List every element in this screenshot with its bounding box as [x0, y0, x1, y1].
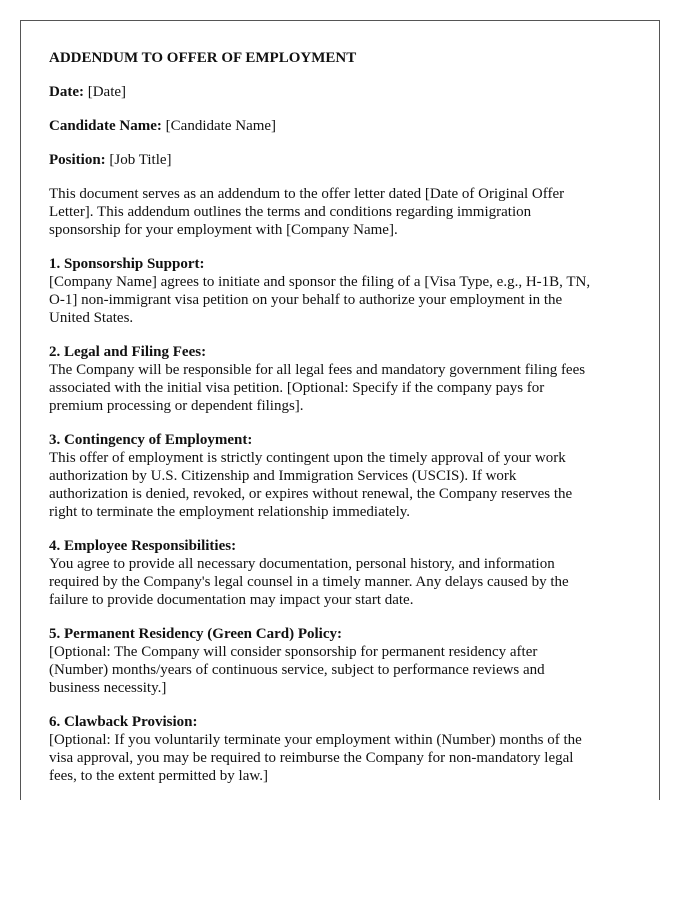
- text-line: You agree to provide all necessary documentation, personal history, and information: [49, 556, 555, 572]
- candidate-name-field: [49, 117, 659, 135]
- text-line: This offer of employment is strictly contingent upon the timely approval of your work: [49, 450, 566, 466]
- section-heading: 3. Contingency of Employment:: [49, 432, 253, 448]
- date-field: [49, 83, 659, 101]
- document-title: ADDENDUM TO OFFER OF EMPLOYMENT: [49, 50, 357, 66]
- field-value: [Candidate Name]: [165, 118, 277, 134]
- section-employee-responsibilities: [49, 537, 659, 609]
- intro-paragraph: [49, 185, 659, 239]
- field-label: Candidate Name:: [49, 118, 162, 134]
- text-line: (Number) months/years of continuous service, subject to performance reviews and: [49, 662, 545, 678]
- text-line: required by the Company's legal counsel in a timely manner. Any delays caused by the: [49, 574, 569, 590]
- text-line: business necessity.]: [49, 680, 167, 696]
- text-line: Letter]. This addendum outlines the terms and conditions regarding immigration: [49, 204, 532, 220]
- field-label: Date:: [49, 84, 84, 100]
- position-field: [49, 151, 659, 169]
- section-legal-fees: [49, 343, 659, 415]
- section-heading: 4. Employee Responsibilities:: [49, 538, 237, 554]
- text-line: United States.: [49, 310, 134, 326]
- text-line: This document serves as an addendum to the offer letter dated [Date of Original Offer: [49, 186, 565, 202]
- section-sponsorship-support: [49, 255, 659, 327]
- section-heading: 6. Clawback Provision:: [49, 714, 198, 730]
- section-clawback: [49, 713, 659, 785]
- document-page: [20, 20, 660, 800]
- text-line: authorization by U.S. Citizenship and Immigration Services (USCIS). If work: [49, 468, 517, 484]
- text-line: associated with the initial visa petition. [Optional: Specify if the company pays for: [49, 380, 545, 396]
- text-line: failure to provide documentation may impact your start date.: [49, 592, 414, 608]
- field-label: Position:: [49, 152, 106, 168]
- text-line: authorization is denied, revoked, or expires without renewal, the Company reserves the: [49, 486, 573, 502]
- text-line: O-1] non-immigrant visa petition on your behalf to authorize your employment in the: [49, 292, 563, 308]
- text-line: The Company will be responsible for all legal fees and mandatory government filing fees: [49, 362, 586, 378]
- text-line: [Company Name] agrees to initiate and sponsor the filing of a [Visa Type, e.g., H-1B, TN,: [49, 274, 591, 290]
- section-heading: 1. Sponsorship Support:: [49, 256, 205, 272]
- text-line: visa approval, you may be required to reimburse the Company for non-mandatory legal: [49, 750, 574, 766]
- text-line: sponsorship for your employment with [Company Name].: [49, 222, 398, 238]
- text-line: fees, to the extent permitted by law.]: [49, 768, 268, 784]
- section-heading: 2. Legal and Filing Fees:: [49, 344, 207, 360]
- text-line: right to terminate the employment relationship immediately.: [49, 504, 411, 520]
- field-value: [Date]: [87, 84, 127, 100]
- text-line: [Optional: If you voluntarily terminate your employment within (Number) months of the: [49, 732, 582, 748]
- field-value: [Job Title]: [109, 152, 172, 168]
- text-line: premium processing or dependent filings].: [49, 398, 304, 414]
- section-contingency: [49, 431, 659, 521]
- text-line: [Optional: The Company will consider sponsorship for permanent residency after: [49, 644, 538, 660]
- section-heading: 5. Permanent Residency (Green Card) Policy:: [49, 626, 342, 642]
- section-green-card-policy: [49, 625, 659, 697]
